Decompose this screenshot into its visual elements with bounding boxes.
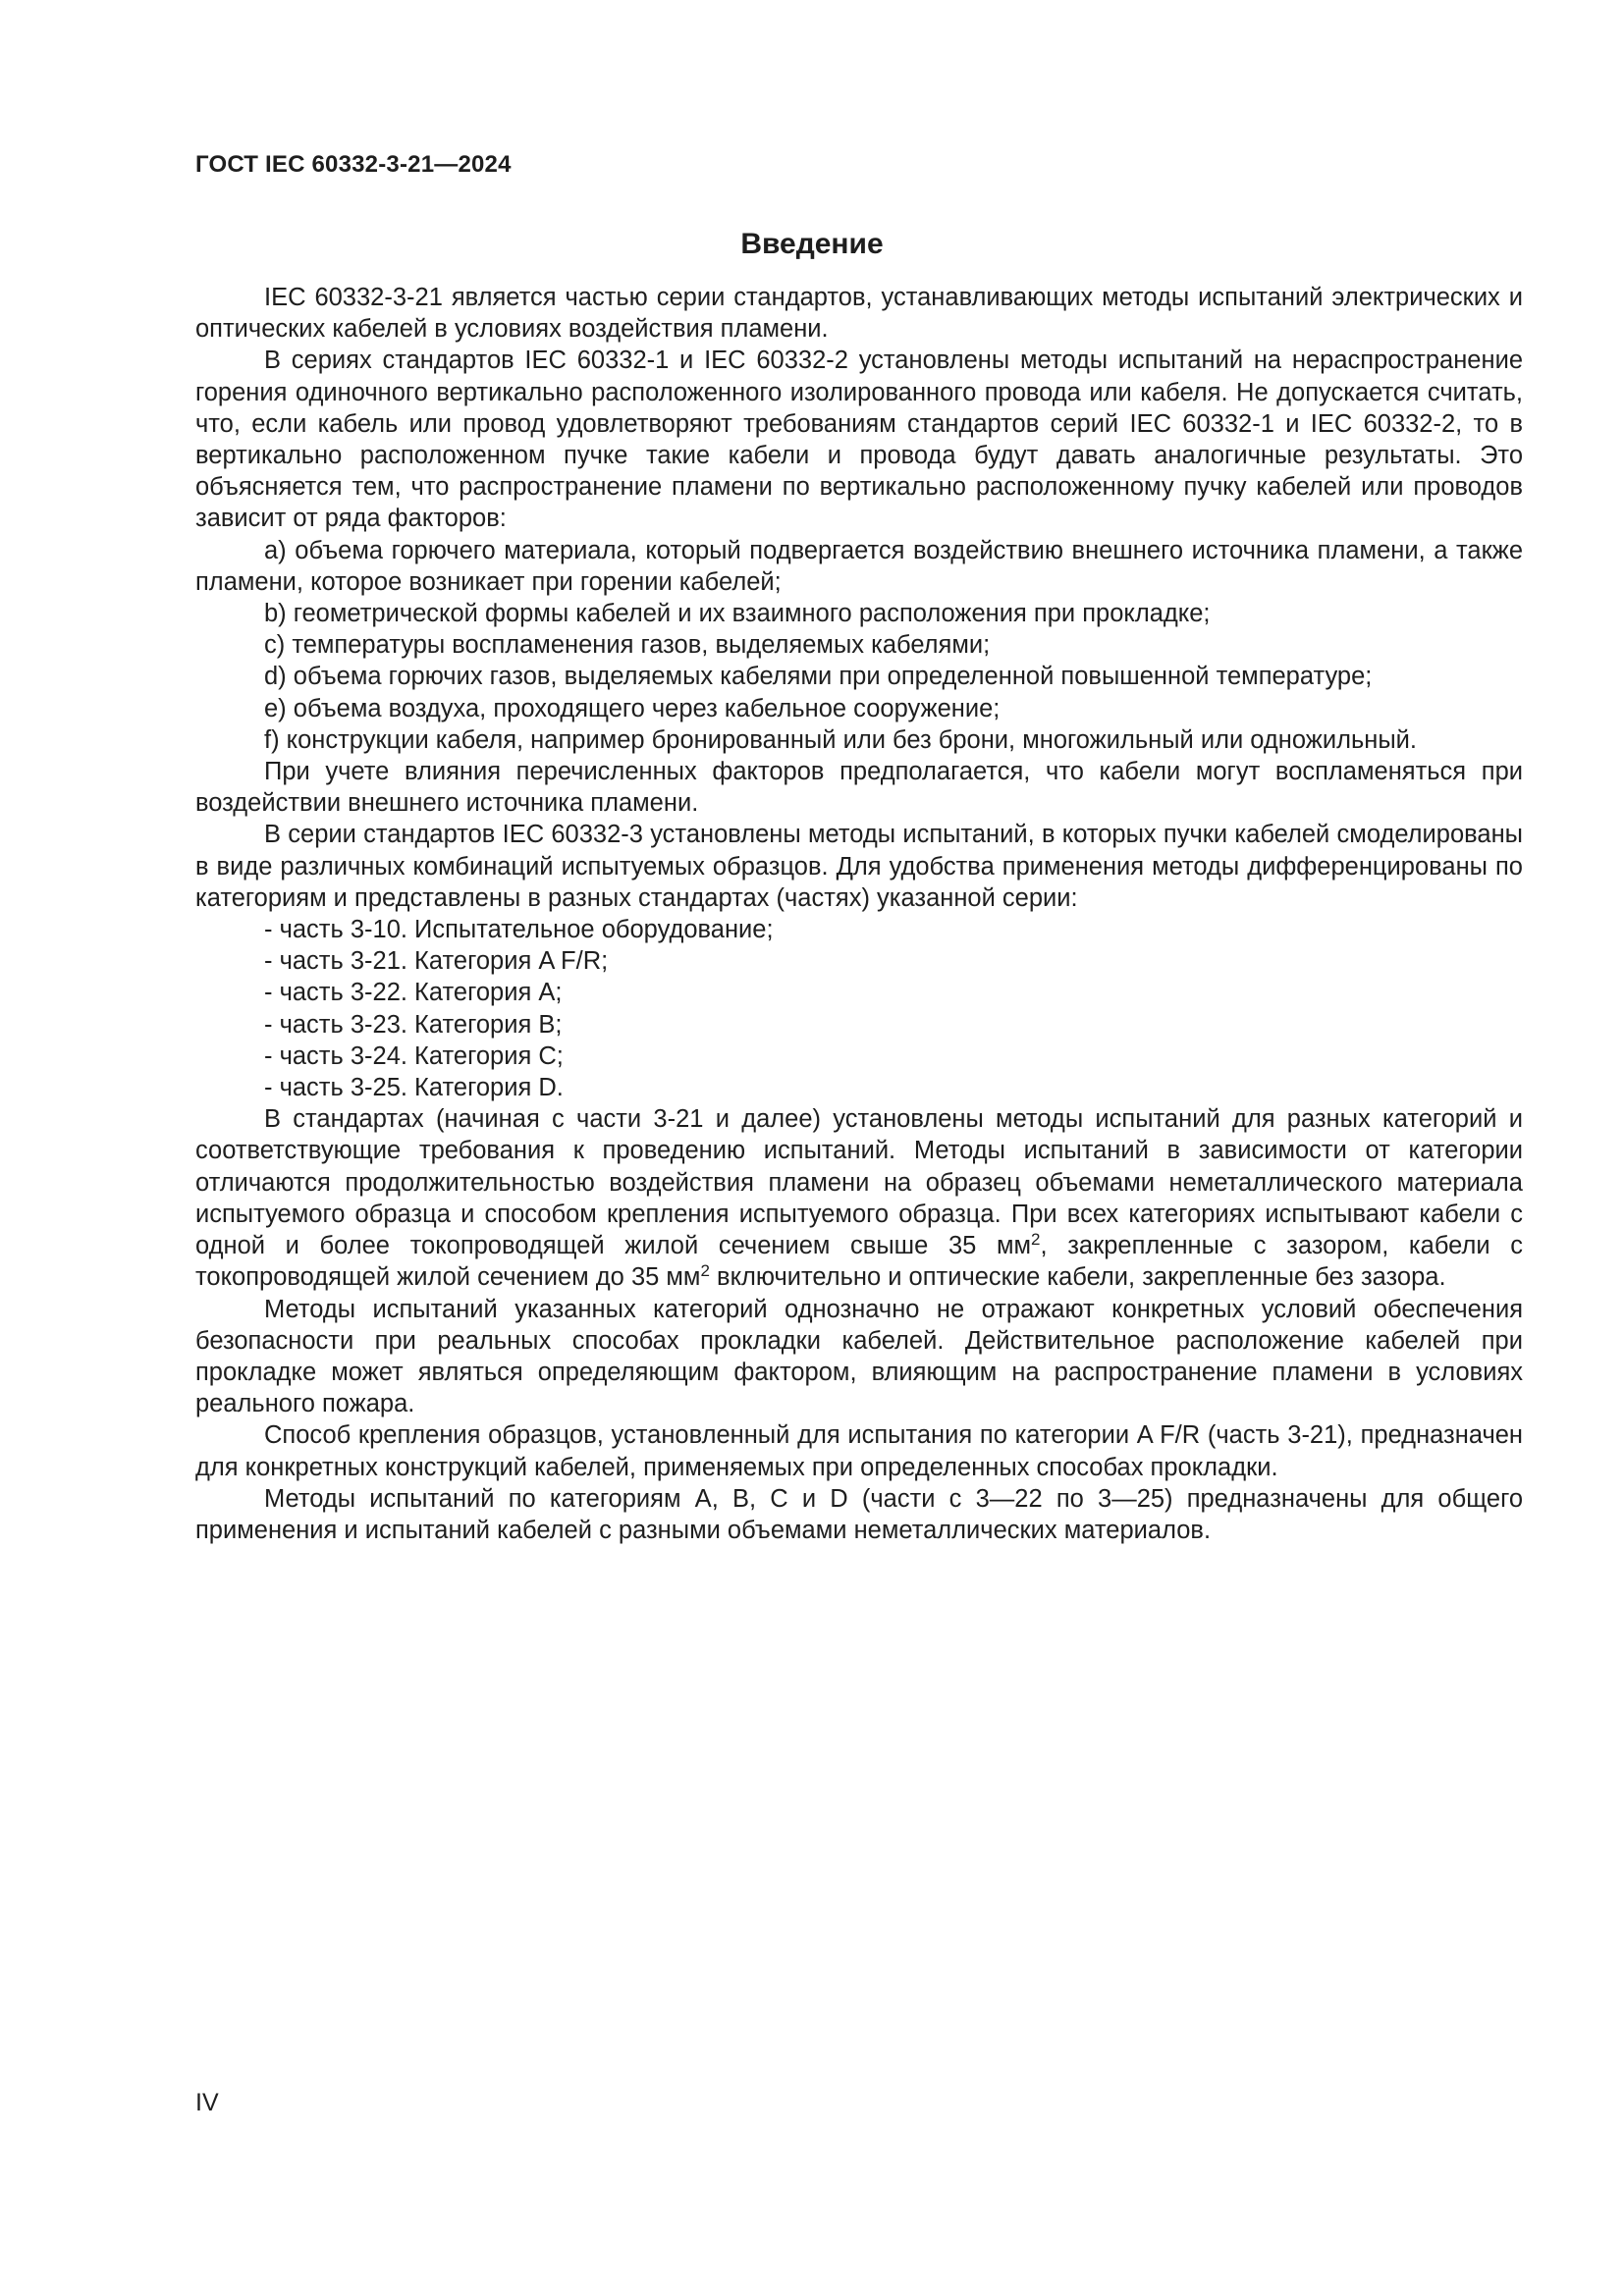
paragraph-categories-text-3: включительно и оптические кабели, закрепленные без зазора. [709,1263,1446,1292]
paragraph-categories [195,1103,1523,1293]
paragraph-intro: IEC 60332-3-21 является частью серии стандартов, устанавливающих методы испытаний электрических и оптических кабелей в условиях воздействия пламени. [195,284,1523,344]
document-code-header: ГОСТ IEC 60332-3-21—2024 [195,151,512,178]
part-item-3-23: - часть 3-23. Категория B; [264,1010,563,1039]
superscript-squared-2: 2 [700,1261,710,1281]
factor-item-d: d) объема горючих газов, выделяемых кабелями при определенной повышенной температуре; [264,663,1373,691]
superscript-squared-1: 2 [1031,1230,1041,1250]
section-title: Введение [740,228,884,260]
part-item-3-21: - часть 3-21. Категория A F/R; [264,947,609,976]
factor-item-c: c) температуры воспламенения газов, выделяемых кабелями; [264,631,991,660]
paragraph-limitations: Методы испытаний указанных категорий однозначно не отражают конкретных условий обеспечения безопасности при реальных способах прокладки кабелей. Действительное расположение кабелей при прокладке может являться определяющим фактором, влияющим на распространение пламени в условиях реального пожара. [195,1295,1523,1418]
part-item-3-24: - часть 3-24. Категория C; [264,1041,564,1070]
paragraph-general-use: Методы испытаний по категориям A, B, C и D (части с 3—22 по 3—25) предназначены для общего применения и испытаний кабелей с разными объемами неметаллических материалов. [195,1484,1523,1544]
body-text [195,282,1523,1546]
paragraph-series: В сериях стандартов IEC 60332-1 и IEC 60332-2 установлены методы испытаний на нераспространение горения одиночного вертикально расположенного изолированного провода или кабеля. Не допускается считать, что, если кабель или провод удовлетворяют требованиям стандартов серий IEC 60332-1 и IEC 60332-2, то в вертикально расположенном пучке такие кабели и провода будут давать аналогичные результаты. Это объясняется тем, что распространение пламени по вертикально расположенному пучку кабелей или проводов зависит от ряда факторов: [195,347,1523,533]
part-item-3-25: - часть 3-25. Категория D. [264,1074,564,1102]
paragraph-categories-text-1: В стандартах (начиная с части 3-21 и далее) установлены методы испытаний для разных категорий и соответствующие требования к проведению испытаний. Методы испытаний в зависимости от категории отличаются продолжительностью воздействия пламени на образец объемами неметаллического материала испытуемого образца и способом крепления испытуемого образца. При всех категориях испытывают кабели с одной и более токопроводящей жилой сечением свыше 35 мм [195,1105,1523,1260]
part-item-3-10: - часть 3-10. Испытательное оборудование; [264,916,774,944]
paragraph-series-3: В серии стандартов IEC 60332-3 установлены методы испытаний, в которых пучки кабелей смоделированы в виде различных комбинаций испытуемых образцов. Для удобства применения методы дифференцированы по категориям и представлены в разных стандартах (частях) указанной серии: [195,821,1523,912]
paragraph-fixing-method: Способ крепления образцов, установленный для испытания по категории A F/R (часть 3-21), предназначен для конкретных конструкций кабелей, применяемых при определенных способах прокладки. [195,1421,1523,1481]
factor-item-b: b) геометрической формы кабелей и их взаимного расположения при прокладке; [264,600,1211,628]
factor-item-f: f) конструкции кабеля, например бронированный или без брони, многожильный или одножильный. [264,725,1417,754]
factor-item-a: a) объема горючего материала, который подвергается воздействию внешнего источника пламени, а также пламени, которое возникает при горении кабелей; [195,536,1523,596]
paragraph-ignition: При учете влияния перечисленных факторов предполагается, что кабели могут воспламеняться при воздействии внешнего источника пламени. [195,758,1523,818]
page-number: IV [195,2089,219,2116]
factor-item-e: e) объема воздуха, проходящего через кабельное сооружение; [264,694,1001,722]
part-item-3-22: - часть 3-22. Категория A; [264,979,563,1007]
paragraph-categories-text-2: , закрепленные с зазором, кабели с токопроводящей жилой сечением до 35 мм [195,1232,1523,1292]
